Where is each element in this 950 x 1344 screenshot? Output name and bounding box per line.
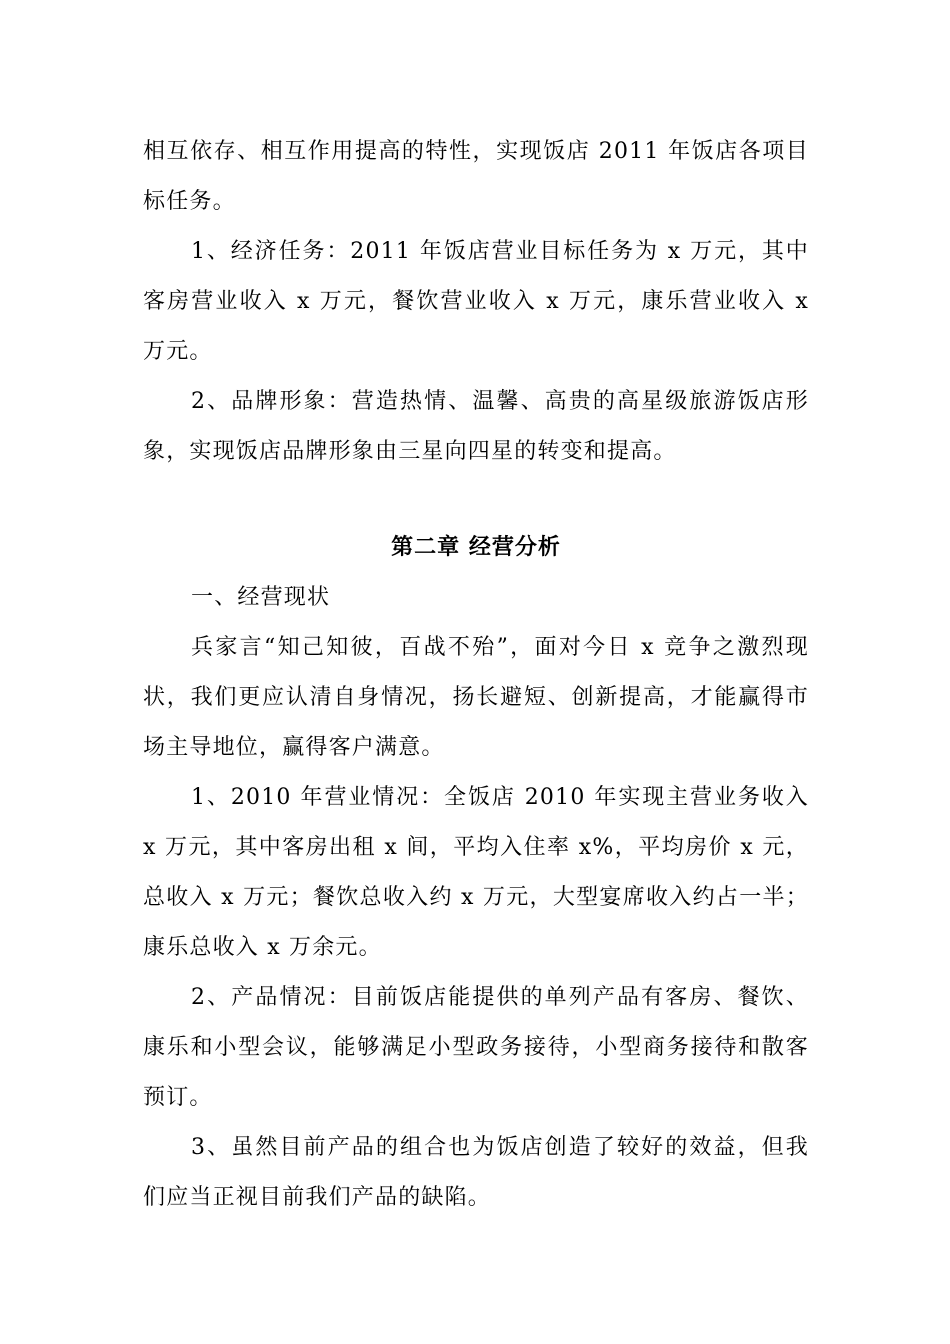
paragraph-products: 2、产品情况：目前饭店能提供的单列产品有客房、餐饮、康乐和小型会议，能够满足小型政务接待，小型商务接待和散客预订。: [143, 985, 809, 1110]
paragraph-continuation: 相互依存、相互作用提高的特性，实现饭店 2011 年饭店各项目标任务。: [143, 139, 809, 214]
paragraph-brand-image: 2、品牌形象：营造热情、温馨、高贵的高星级旅游饭店形象，实现饭店品牌形象由三星向四星的转变和提高。: [143, 389, 809, 464]
document-body: [143, 127, 809, 1223]
paragraph-2010-operations: 1、2010 年营业情况：全饭店 2010 年实现主营业务收入 x 万元，其中客房出租 x 间，平均入住率 x%，平均房价 x 元，总收入 x 万元；餐饮总收入约 x 万元，大型宴席收入约占一半；康乐总收入 x 万余元。: [143, 785, 809, 960]
paragraph-intro: 兵家言“知己知彼，百战不殆”，面对今日 x 竞争之激烈现状，我们更应认清自身情况，扬长避短、创新提高，才能赢得市场主导地位，赢得客户满意。: [143, 635, 809, 760]
chapter-title: 第二章 经营分析: [391, 535, 561, 560]
section-spacer: [143, 477, 809, 523]
paragraph-product-defects: 3、虽然目前产品的组合也为饭店创造了较好的效益，但我们应当正视目前我们产品的缺陷。: [143, 1135, 809, 1210]
section-heading: 一、经营现状: [191, 585, 331, 610]
paragraph-economic-task: 1、经济任务：2011 年饭店营业目标任务为 x 万元，其中客房营业收入 x 万元，餐饮营业收入 x 万元，康乐营业收入 x 万元。: [143, 239, 809, 364]
